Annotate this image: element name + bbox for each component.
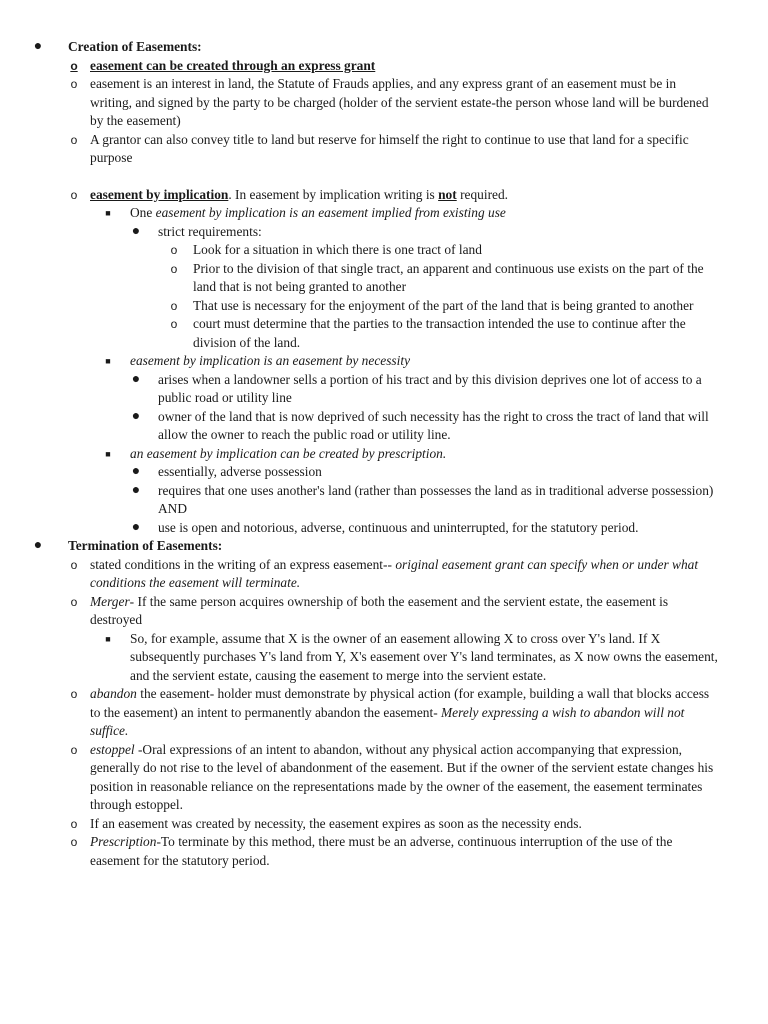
list-item-text: Prior to the division of that single tract, an apparent and continuous use exists on the part of the land that is not being granted to another xyxy=(193,260,704,294)
list-item xyxy=(0,204,768,223)
list-item-text: owner of the land that is now deprived of such necessity has the right to cross the tract of land that will allow the owner to reach the public road or utility line. xyxy=(158,408,709,442)
italic-text: an easement by implication can be created by prescription. xyxy=(130,445,447,461)
list-item-text: So, for example, assume that X is the owner of an easement allowing X to cross over Y's land. If X subsequently purchases Y's land from Y, X's easement over Y's land terminates, as X now owns the easement, and the servient estate, causing the easement to merge into the servient estate. xyxy=(130,630,718,683)
list-item xyxy=(0,371,768,408)
list-item xyxy=(0,482,768,519)
inline-text: One xyxy=(130,205,156,220)
list-item xyxy=(0,445,768,464)
hollow-bullet-icon: o xyxy=(170,317,178,331)
list-item-text: If an easement was created by necessity, the easement expires as soon as the necessity ends. xyxy=(90,815,582,831)
bullet-icon: ● xyxy=(131,519,141,535)
list-item-text xyxy=(130,204,720,223)
section-heading-text: Creation of Easements: xyxy=(68,39,202,54)
italic-text: Merely expressing a wish to abandon will not suffice. xyxy=(90,704,685,738)
list-item-text: arises when a landowner sells a portion of his tract and by this division deprives one lot of access to a public road or utility line xyxy=(158,371,702,405)
inline-text: stated conditions in the writing of an express easement-- xyxy=(90,556,396,572)
inline-text: required. xyxy=(456,186,509,202)
list-item xyxy=(0,223,768,242)
list-item xyxy=(0,297,768,316)
inline-text: . In easement by implication writing is xyxy=(228,186,439,202)
list-item xyxy=(0,260,768,297)
bullet-icon: ● xyxy=(131,371,141,387)
list-item-text: use is open and notorious, adverse, continuous and uninterrupted, for the statutory period. xyxy=(158,519,639,535)
square-bullet-icon: ■ xyxy=(105,633,111,644)
list-item-text xyxy=(130,445,720,464)
inline-text: the easement- holder must demonstrate by physical action (for example, building a wall that blocks access to the easement) an intent to permanently abandon the easement- xyxy=(90,686,710,720)
inline-text: -Oral expressions of an intent to abandon, without any physical action accompanying that expression, generally do not rise to the level of abandonment of the easement. But if the owner of the servient estate changes his position in reasonable reliance on the representations made by the owner of the easement, the easement terminates through estoppel. xyxy=(90,741,714,812)
list-item-text: A grantor can also convey title to land but reserve for himself the right to continue to use that land for a specific purpose xyxy=(90,131,689,165)
spacer xyxy=(0,168,768,186)
section-heading-text: Termination of Easements: xyxy=(68,538,223,553)
list-item-text xyxy=(90,556,720,593)
list-item xyxy=(0,131,768,168)
hollow-bullet-icon: o xyxy=(70,77,78,91)
list-item-text xyxy=(90,741,720,815)
hollow-bullet-icon: o xyxy=(70,132,78,147)
term-text: easement by implication xyxy=(90,186,229,202)
bullet-icon: ● xyxy=(131,482,141,498)
hollow-bullet-icon: o xyxy=(70,58,78,73)
inline-text: -To terminate by this method, there must be an adverse, continuous interruption of the use of the easement for the statutory period. xyxy=(90,834,673,868)
list-item xyxy=(0,630,768,686)
square-bullet-icon: ■ xyxy=(105,356,111,366)
hollow-bullet-icon: o xyxy=(70,687,78,701)
document-page xyxy=(0,38,768,870)
list-item-text: requires that one uses another's land (rather than possesses the land as in traditional adverse possession) AND xyxy=(158,482,714,516)
italic-text: estoppel xyxy=(90,741,135,757)
italic-text: Merger xyxy=(90,593,130,609)
list-item xyxy=(0,833,768,870)
hollow-bullet-icon: o xyxy=(70,816,78,831)
inline-text: - If the same person acquires ownership of both the easement and the servient estate, the easement is destroyed xyxy=(90,593,669,627)
list-item-text xyxy=(90,833,720,870)
list-item xyxy=(0,556,768,593)
subheading-express-grant xyxy=(0,57,768,76)
list-item-text xyxy=(90,186,720,205)
italic-text: easement by implication is an easement implied from existing use xyxy=(155,205,506,220)
list-item-text: strict requirements: xyxy=(158,223,262,239)
italic-text: easement by implication is an easement by necessity xyxy=(130,353,411,368)
square-bullet-icon: ■ xyxy=(105,208,111,218)
list-item-text: essentially, adverse possession xyxy=(158,464,322,479)
list-item xyxy=(0,315,768,352)
hollow-bullet-icon: o xyxy=(70,742,78,757)
list-item-implication xyxy=(0,186,768,205)
hollow-bullet-icon: o xyxy=(170,298,178,313)
bullet-icon: ● xyxy=(33,538,43,553)
list-item xyxy=(0,741,768,815)
list-item-text: Look for a situation in which there is one tract of land xyxy=(193,242,482,257)
section-heading-termination xyxy=(0,537,768,556)
list-item xyxy=(0,352,768,371)
bullet-icon: ● xyxy=(131,464,141,479)
italic-text: abandon xyxy=(90,686,137,701)
subheading-text: easement can be created through an express grant xyxy=(90,57,376,73)
list-item-text xyxy=(90,685,720,741)
emphasis-not: not xyxy=(438,186,457,202)
italic-text: Prescription xyxy=(90,834,157,849)
list-item xyxy=(0,519,768,538)
bullet-icon: ● xyxy=(131,223,141,239)
list-item-text: court must determine that the parties to the transaction intended the use to continue after the division of the land. xyxy=(193,316,686,350)
list-item xyxy=(0,463,768,482)
hollow-bullet-icon: o xyxy=(70,557,78,572)
italic-text: original easement grant can specify when or under what conditions the easement will terminate. xyxy=(90,556,699,590)
list-item-text xyxy=(90,593,720,630)
list-item-text: easement is an interest in land, the Statute of Frauds applies, and any express grant of an easement must be in writing, and signed by the party to be charged (holder of the servient estate-the person whose land will be burdened by the easement) xyxy=(90,76,709,128)
hollow-bullet-icon: o xyxy=(70,594,78,609)
list-item-text xyxy=(130,352,720,371)
bullet-icon: ● xyxy=(131,408,141,424)
list-item xyxy=(0,685,768,741)
hollow-bullet-icon: o xyxy=(170,261,178,276)
hollow-bullet-icon: o xyxy=(70,187,78,202)
bullet-icon: ● xyxy=(33,39,43,54)
hollow-bullet-icon: o xyxy=(70,835,78,849)
list-item xyxy=(0,593,768,630)
list-item-text: That use is necessary for the enjoyment of the part of the land that is being granted to another xyxy=(193,297,694,313)
list-item xyxy=(0,815,768,834)
square-bullet-icon: ■ xyxy=(105,448,111,459)
list-item xyxy=(0,408,768,445)
hollow-bullet-icon: o xyxy=(170,243,178,257)
list-item xyxy=(0,75,768,131)
section-heading-creation xyxy=(0,38,768,57)
list-item xyxy=(0,241,768,260)
